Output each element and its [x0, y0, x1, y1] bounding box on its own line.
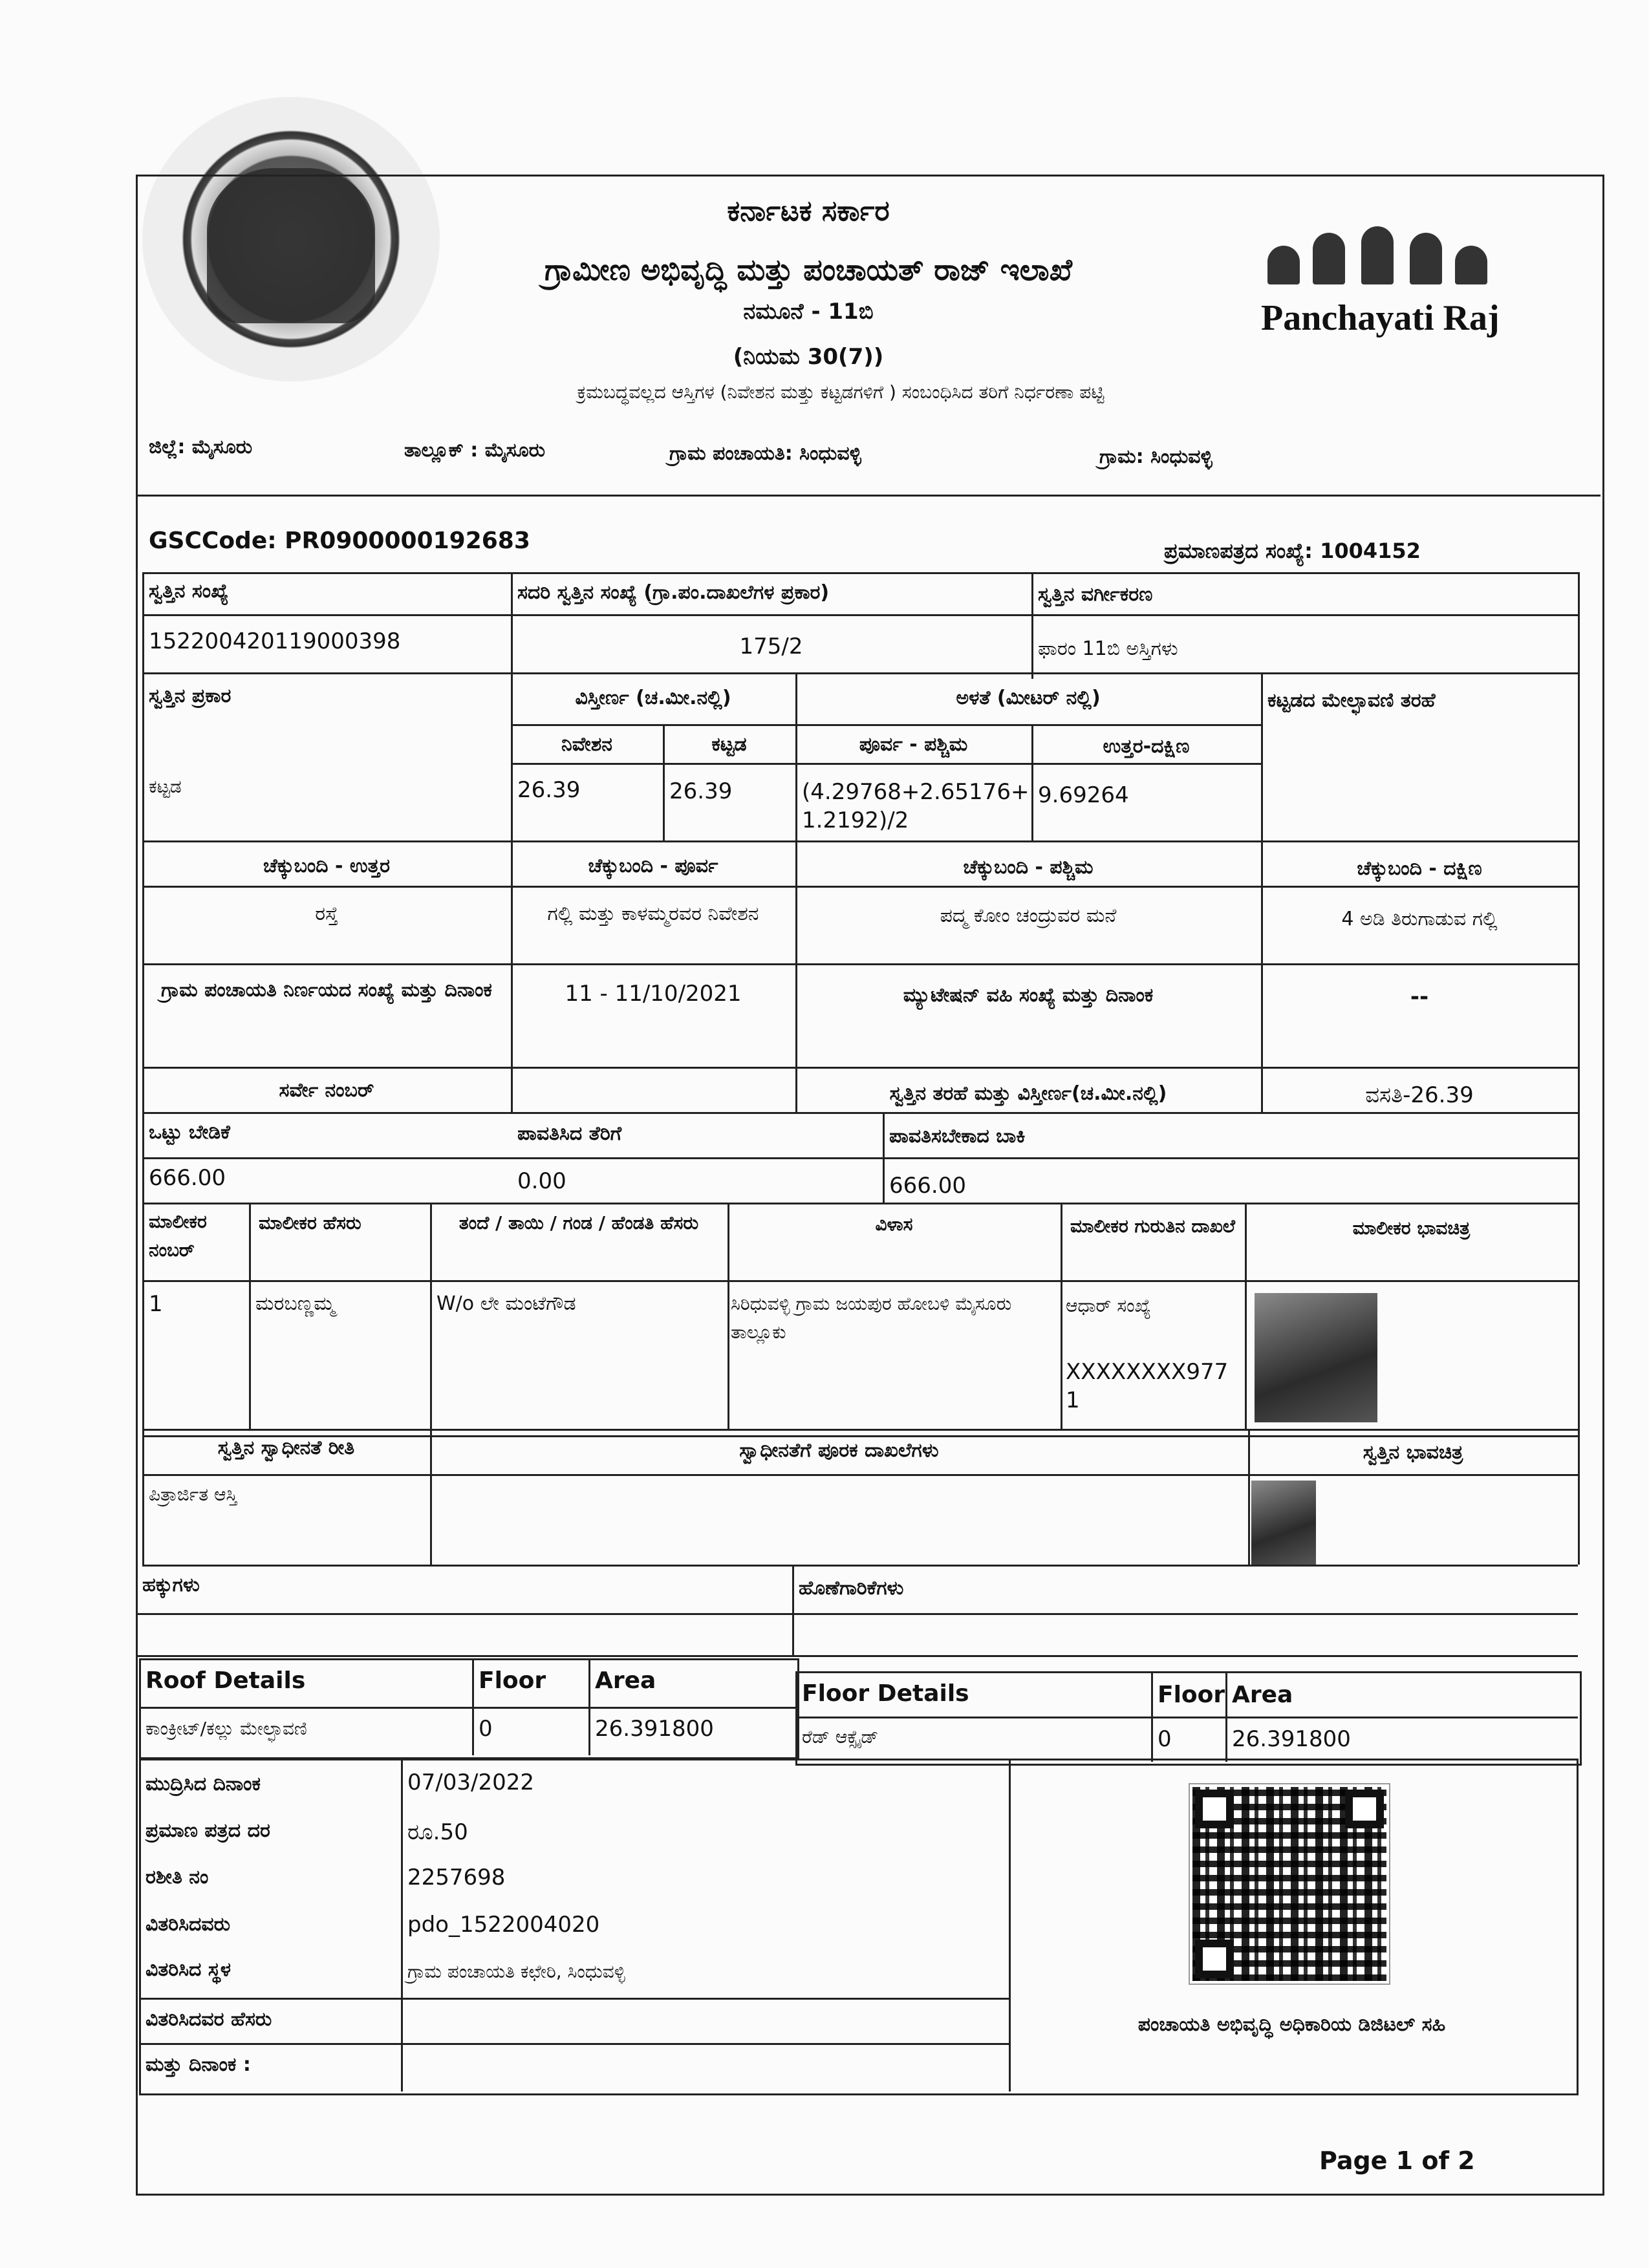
- owner-photo-label: ಮಾಲೀಕರ ಭಾವಚಿತ್ರ: [1352, 1217, 1471, 1239]
- issuer: pdo_1522004020: [407, 1912, 600, 1938]
- property-kind-value: ವಸತಿ-26.39: [1365, 1082, 1474, 1108]
- site-label: ನಿವೇಶನ: [561, 733, 612, 756]
- east-boundary-label: ಚೆಕ್ಕುಬಂದಿ - ಪೂರ್ವ: [588, 855, 718, 877]
- page-number: Page 1 of 2: [1319, 2146, 1475, 2175]
- mutation-label: ಮ್ಯುಟೇಷನ್ ವಹಿ ಸಂಖ್ಯೆ ಮತ್ತು ದಿನಾಂಕ: [903, 984, 1154, 1007]
- roof-details-title: Roof Details: [146, 1667, 306, 1694]
- west-boundary: ಪದ್ಮ ಕೋಂ ಚಂದ್ರುವರ ಮನೆ: [940, 904, 1117, 927]
- floor-number: 0: [1158, 1726, 1172, 1752]
- receipt-number: 2257698: [407, 1865, 506, 1890]
- survey-id-label: ಸದರಿ ಸ್ವತ್ತಿನ ಸಂಖ್ಯೆ (ಗ್ರಾ.ಪಂ.ದಾಖಲೆಗಳ ಪ್ರಕಾರ): [517, 581, 830, 604]
- floor-area: 26.391800: [1232, 1726, 1351, 1752]
- issuer-label: ವಿತರಿಸಿದವರು: [146, 1913, 231, 1936]
- south-boundary: 4 ಅಡಿ ತಿರುಗಾಡುವ ಗಲ್ಲಿ: [1341, 908, 1498, 930]
- measurement-label: ಅಳತೆ (ಮೀಟರ್ ನಲ್ಲಿ): [956, 687, 1101, 709]
- gram-panchayat: ಗ್ರಾಮ ಪಂಚಾಯತಿ: ಸಿಂಧುವಳ್ಳಿ: [669, 442, 861, 465]
- south-boundary-label: ಚೆಕ್ಕುಬಂದಿ - ದಕ್ಷಿಣ: [1357, 857, 1482, 880]
- form-number: ನಮೂನೆ - 11ಬಿ: [743, 299, 874, 325]
- roof-area-label: Area: [595, 1667, 656, 1694]
- property-type-value: ಕಟ್ಟಡ: [149, 776, 182, 797]
- resolution-label: ಗ್ರಾಮ ಪಂಚಾಯತಿ ನಿರ್ಣಯದ ಸಂಖ್ಯೆ ಮತ್ತು ದಿನಾಂಕ: [161, 979, 492, 1001]
- owner-relation: W/o ಲೇ ಮಂಟೆಗೌಡ: [436, 1292, 576, 1315]
- classification-label: ಸ್ವತ್ತಿನ ವರ್ಗೀಕರಣ: [1038, 583, 1153, 606]
- qr-code: [1190, 1784, 1389, 1984]
- building-label: ಕಟ್ಟಡ: [711, 733, 747, 756]
- district: ಜಿಲ್ಲೆ: ಮೈಸೂರು: [149, 436, 253, 458]
- resolution-value: 11 - 11/10/2021: [565, 981, 742, 1007]
- roof-floor-label: Floor: [479, 1667, 546, 1694]
- owner-photo: [1255, 1293, 1377, 1422]
- village: ಗ್ರಾಮ: ಸಿಂಧುವಳ್ಳಿ: [1099, 445, 1212, 468]
- site-area-value: 26.39: [517, 777, 581, 803]
- owner-number-label: ಮಾಲೀಕರ ನಂಬರ್: [149, 1211, 207, 1261]
- owner-address: ಸಿರಿಧುವಳ್ಳಿ ಗ್ರಾಮ ಜಯಪುರ ಹೋಬಳಿ ಮೈಸೂರು ತಾಲ್ಲೂಕು: [731, 1293, 1012, 1343]
- property-id-value: 152200420119000398: [149, 628, 401, 654]
- property-id-label: ಸ್ವತ್ತಿನ ಸಂಖ್ಯೆ: [149, 580, 229, 603]
- roof-type: ಕಾಂಕ್ರೀಟ್/ಕಲ್ಲು ಮೇಲ್ಛಾವಣಿ: [146, 1718, 307, 1739]
- property-photo-label: ಸ್ವತ್ತಿನ ಭಾವಚಿತ್ರ: [1363, 1441, 1463, 1464]
- area-label: ವಿಸ್ತೀರ್ಣ (ಚ.ಮೀ.ನಲ್ಲಿ): [575, 687, 731, 709]
- rights-label: ಹಕ್ಕುಗಳು: [142, 1574, 200, 1596]
- property-type-label: ಸ್ವತ್ತಿನ ಪ್ರಕಾರ: [149, 685, 232, 707]
- receipt-label: ರಶೀತಿ ನಂ: [146, 1866, 209, 1888]
- address-label: ವಿಳಾಸ: [875, 1214, 913, 1235]
- floor-details-floor-label: Floor: [1158, 1682, 1225, 1708]
- total-demand-label: ಒಟ್ಟು ಬೇಡಿಕೆ: [149, 1121, 230, 1144]
- certificate-fee: ರೂ.50: [407, 1819, 468, 1845]
- north-boundary-label: ಚೆಕ್ಕುಬಂದಿ - ಉತ್ತರ: [263, 855, 390, 877]
- liabilities-label: ಹೊಣೆಗಾರಿಕೆಗಳು: [799, 1577, 904, 1599]
- east-west-value: (4.29768+2.65176+ 1.2192)/2: [802, 779, 1029, 833]
- east-west-label: ಪೂರ್ವ - ಪಶ್ಚಿಮ: [859, 733, 968, 756]
- north-south-value: 9.69264: [1038, 782, 1129, 808]
- balance: 666.00: [889, 1173, 966, 1199]
- east-boundary: ಗಲ್ಲಿ ಮತ್ತು ಕಾಳಮ್ಮರವರ ನಿವೇಶನ: [547, 903, 759, 925]
- mutation-value: --: [1410, 984, 1429, 1010]
- floor-type: ರೆಡ್ ಆಕ್ಸೈಡ್: [802, 1726, 879, 1748]
- survey-id-value: 175/2: [739, 634, 803, 659]
- owner-id-value: XXXXXXXX977 1: [1066, 1359, 1229, 1413]
- gsc-code: GSCCode: PR0900000192683: [149, 528, 530, 554]
- print-date-label: ಮುದ್ರಿಸಿದ ದಿನಾಂಕ: [146, 1773, 261, 1795]
- total-demand: 666.00: [149, 1165, 226, 1191]
- tax-paid-label: ಪಾವತಿಸಿದ ತೆರಿಗೆ: [517, 1122, 622, 1145]
- acquisition-mode: ಪಿತ್ರಾರ್ಜಿತ ಆಸ್ತಿ: [149, 1484, 237, 1505]
- owner-id-label: ಮಾಲೀಕರ ಗುರುತಿನ ದಾಖಲೆ: [1070, 1215, 1236, 1237]
- certificate-number: ಪ್ರಮಾಣಪತ್ರದ ಸಂಖ್ಯೆ: 1004152: [1164, 539, 1421, 563]
- govt-title: ಕರ್ನಾಟಕ ಸರ್ಕಾರ: [727, 195, 890, 228]
- and-date-label: ಮತ್ತು ದಿನಾಂಕ :: [146, 2053, 251, 2076]
- west-boundary-label: ಚೆಕ್ಕುಬಂದಿ - ಪಶ್ಚಿಮ: [963, 856, 1094, 879]
- owner-name: ಮರಬಣ್ಣಮ್ಮ: [255, 1292, 335, 1315]
- issuer-name-label: ವಿತರಿಸಿದವರ ಹೆಸರು: [146, 2008, 272, 2031]
- print-date: 07/03/2022: [407, 1770, 534, 1795]
- tax-paid: 0.00: [517, 1168, 566, 1194]
- floor-details-area-label: Area: [1232, 1682, 1293, 1708]
- survey-number-label: ಸರ್ವೇ ನಂಬರ್: [279, 1079, 374, 1102]
- form-subtitle: ಕ್ರಮಬದ್ಧವಲ್ಲದ ಆಸ್ತಿಗಳ (ನಿವೇಶನ ಮತ್ತು ಕಟ್ಟಡಗಳಿಗೆ ) ಸಂಬಂಧಿಸಿದ ತರಿಗೆ ನಿರ್ಧರಣಾ ಪಟ್ಟಿ: [577, 381, 1105, 403]
- north-south-label: ಉತ್ತರ-ದಕ್ಷಿಣ: [1103, 735, 1190, 758]
- roof-floor: 0: [479, 1716, 493, 1742]
- digital-signature-label: ಪಂಚಾಯತಿ ಅಭಿವೃದ್ಧಿ ಅಧಿಕಾರಿಯ ಡಿಜಿಟಲ್ ಸಹಿ: [1137, 2013, 1446, 2036]
- balance-label: ಪಾವತಿಸಬೇಕಾದ ಬಾಕಿ: [889, 1125, 1026, 1148]
- owner-number: 1: [149, 1291, 163, 1317]
- relation-label: ತಂದೆ / ತಾಯಿ / ಗಂಡ / ಹೆಂಡತಿ ಹೆಸರು: [458, 1212, 699, 1234]
- taluk: ತಾಲ್ಲೂಕ್ : ಮೈಸೂರು: [404, 439, 546, 462]
- roof-area: 26.391800: [595, 1716, 714, 1742]
- logo-text: Panchayati Raj: [1261, 298, 1500, 338]
- classification-value: ಫಾರಂ 11ಬಿ ಅಸ್ತಿಗಳು: [1038, 637, 1178, 660]
- acquisition-docs-label: ಸ್ವಾಧೀನತೆಗೆ ಪೂರಕ ದಾಖಲೆಗಳು: [739, 1439, 939, 1462]
- issue-place: ಗ್ರಾಮ ಪಂಚಾಯತಿ ಕಛೇರಿ, ಸಿಂಧುವಳ್ಳಿ: [407, 1961, 625, 1982]
- certificate-fee-label: ಪ್ರಮಾಣ ಪತ್ರದ ದರ: [146, 1819, 270, 1842]
- rule-number: (ನಿಯಮ 30(7)): [733, 344, 884, 370]
- acquisition-mode-label: ಸ್ವತ್ತಿನ ಸ್ವಾಧೀನತೆ ರೀತಿ: [217, 1437, 355, 1459]
- roof-type-label: ಕಟ್ಟಡದ ಮೇಲ್ಛಾವಣಿ ತರಹೆ: [1267, 689, 1436, 712]
- owner-name-label: ಮಾಲೀಕರ ಹೆಸರು: [259, 1212, 361, 1234]
- property-kind-label: ಸ್ವತ್ತಿನ ತರಹೆ ಮತ್ತು ವಿಸ್ತೀರ್ಣ(ಚ.ಮೀ.ನಲ್ಲಿ): [889, 1082, 1167, 1105]
- building-area-value: 26.39: [669, 778, 733, 804]
- dept-title: ಗ್ರಾಮೀಣ ಅಭಿವೃದ್ಧಿ ಮತ್ತು ಪಂಚಾಯತ್ ರಾಜ್ ಇಲಾಖೆ: [544, 252, 1072, 287]
- floor-details-title: Floor Details: [802, 1680, 969, 1707]
- issue-place-label: ವಿತರಿಸಿದ ಸ್ಥಳ: [146, 1958, 232, 1981]
- north-boundary: ರಸ್ತೆ: [315, 903, 338, 925]
- property-photo: [1251, 1481, 1316, 1565]
- owner-id-type: ಆಧಾರ್ ಸಂಖ್ಯೆ: [1066, 1295, 1151, 1316]
